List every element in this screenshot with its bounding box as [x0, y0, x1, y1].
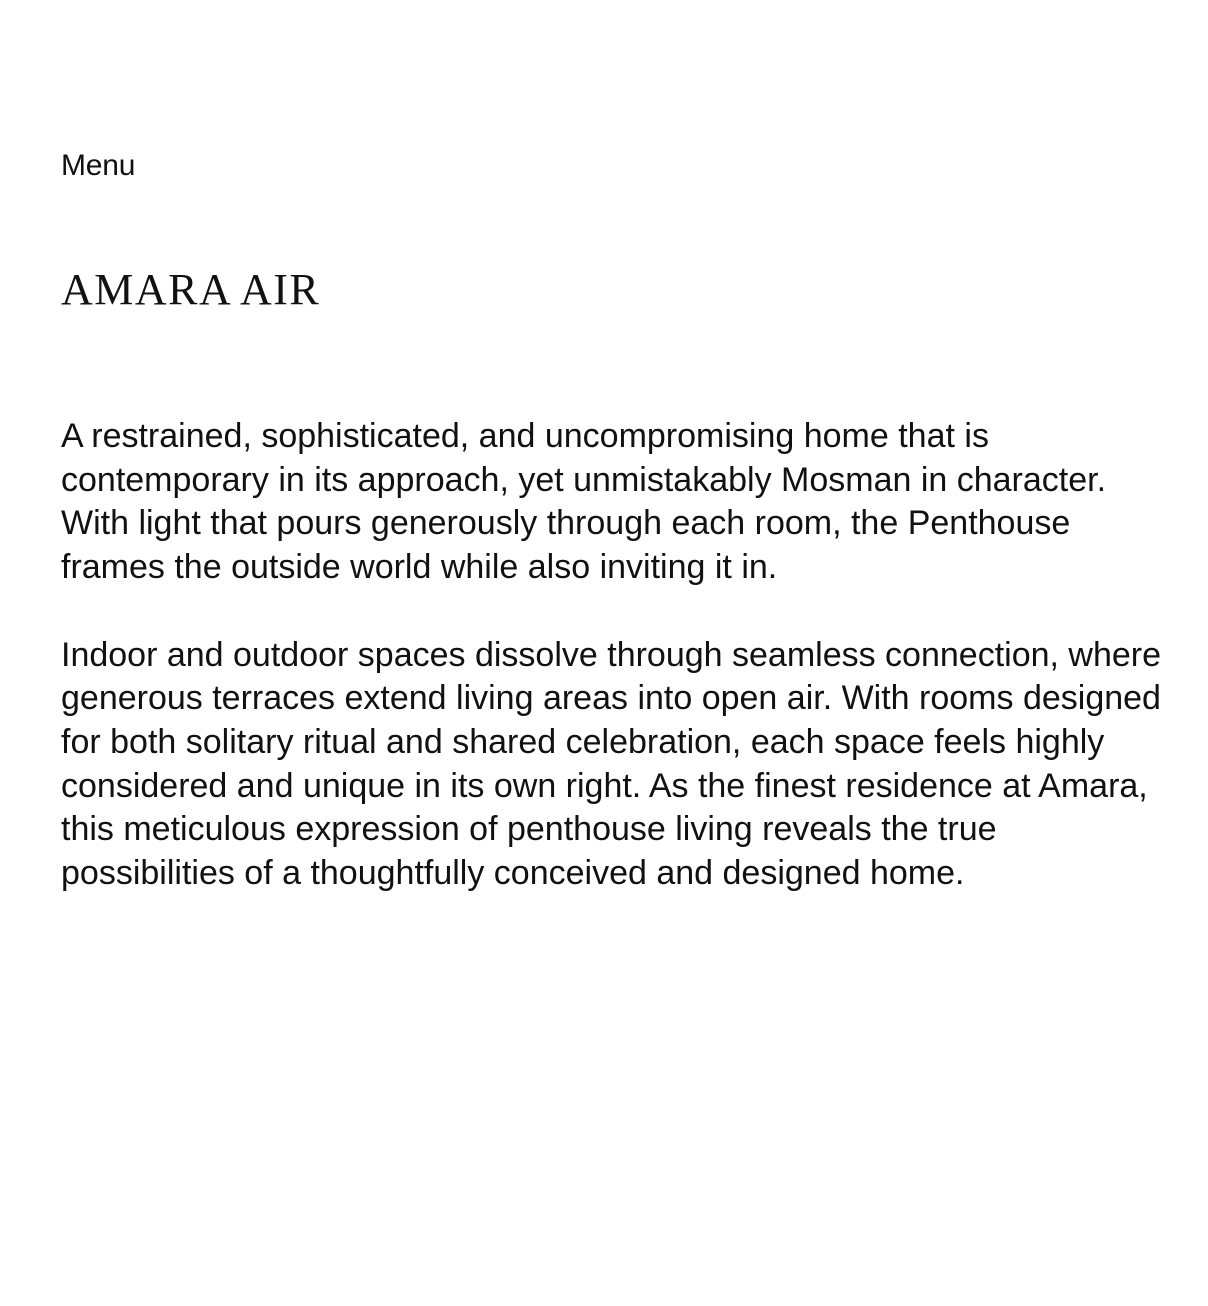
description-paragraph-1: A restrained, sophisticated, and uncompromising home that is contemporary in its approach, yet unmistakably Mosman in character. With light that pours generously through each room, the Penthouse frames the outside world while also inviting it in.	[61, 417, 1107, 587]
page-title: AMARA AIR	[61, 265, 321, 314]
description-paragraph-2: Indoor and outdoor spaces dissolve through seamless connection, where generous terraces extend living areas into open air. With rooms designed for both solitary ritual and shared celebration, each space feels highly considered and unique in its own right. As the finest residence at Amara, this meticulous expression of penthouse living reveals the true possibilities of a thoughtfully conceived and designed home.	[61, 635, 1162, 893]
menu-button[interactable]: Menu	[61, 149, 136, 182]
description	[61, 415, 1161, 896]
